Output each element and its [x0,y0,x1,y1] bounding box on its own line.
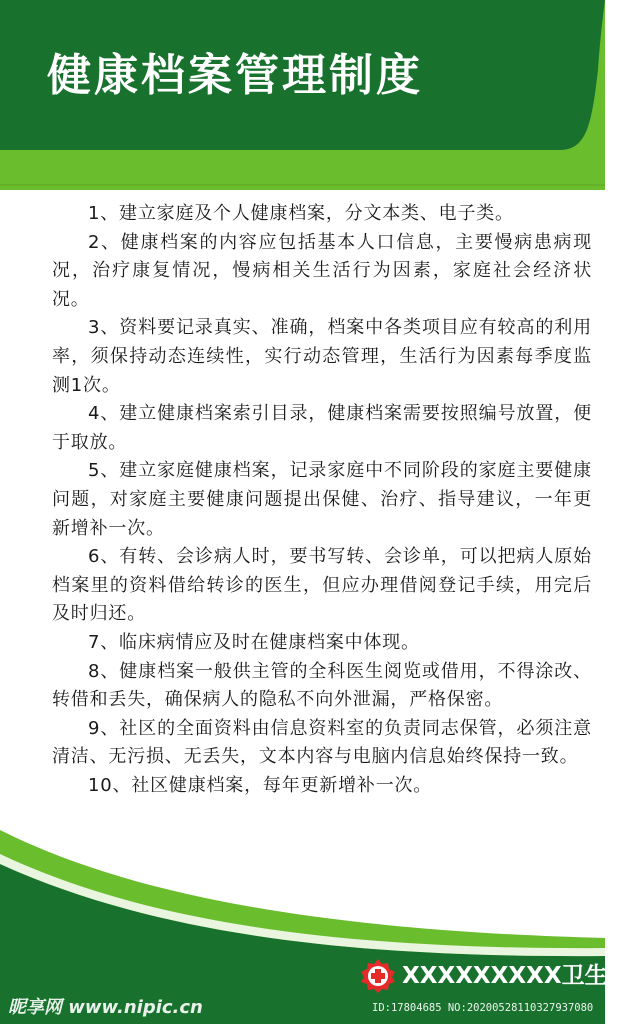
rule-item: 6、有转、会诊病人时，要书写转、会诊单，可以把病人原始档案里的资料借给转诊的医生，但应办理借阅登记手续，用完后及时归还。 [52,546,592,625]
red-cross-emblem-icon [360,958,396,994]
rule-item: 5、建立家庭健康档案，记录家庭中不同阶段的家庭主要健康问题，对家庭主要健康问题提出保健、治疗、指导建议，一年更新增补一次。 [52,460,592,539]
page-title: 健康档案管理制度 [47,50,423,101]
rule-item: 1、建立家庭及个人健康档案，分文本类、电子类。 [88,203,514,224]
header-banner [0,0,605,200]
rule-item: 10、社区健康档案，每年更新增补一次。 [88,774,433,796]
rule-item: 3、资料要记录真实、准确，档案中各类项目应有较高的利用率，须保持动态连续性，实行动态管理，生活行为因素每季度监测1次。 [52,317,592,396]
rule-item: 4、建立健康档案索引目录，健康档案需要按照编号放置，便于取放。 [52,403,592,453]
image-id-label: ID:17804685 NO:20200528110327937080 [372,1002,594,1014]
rule-item: 7、临床病情应及时在健康档案中体现。 [88,631,420,653]
hospital-name: XXXXXXXXX卫生室 [402,963,631,989]
hospital-signature [360,958,631,994]
rule-item: 9、社区的全面资料由信息资料室的负责同志保管，必须注意清洁、无污损、无丢失，文本内容与电脑内信息始终保持一致。 [52,717,592,768]
site-watermark: 昵享网 www.nipic.cn [8,997,203,1018]
rule-item: 8、健康档案一般供主管的全科医生阅览或借用，不得涂改、转借和丢失，确保病人的隐私不向外泄漏，严格保密。 [52,660,592,711]
rules-list [52,200,592,800]
rule-item: 2、健康档案的内容应包括基本人口信息，主要慢病患病现况，治疗康复情况，慢病相关生活行为因素，家庭社会经济状况。 [52,231,592,310]
